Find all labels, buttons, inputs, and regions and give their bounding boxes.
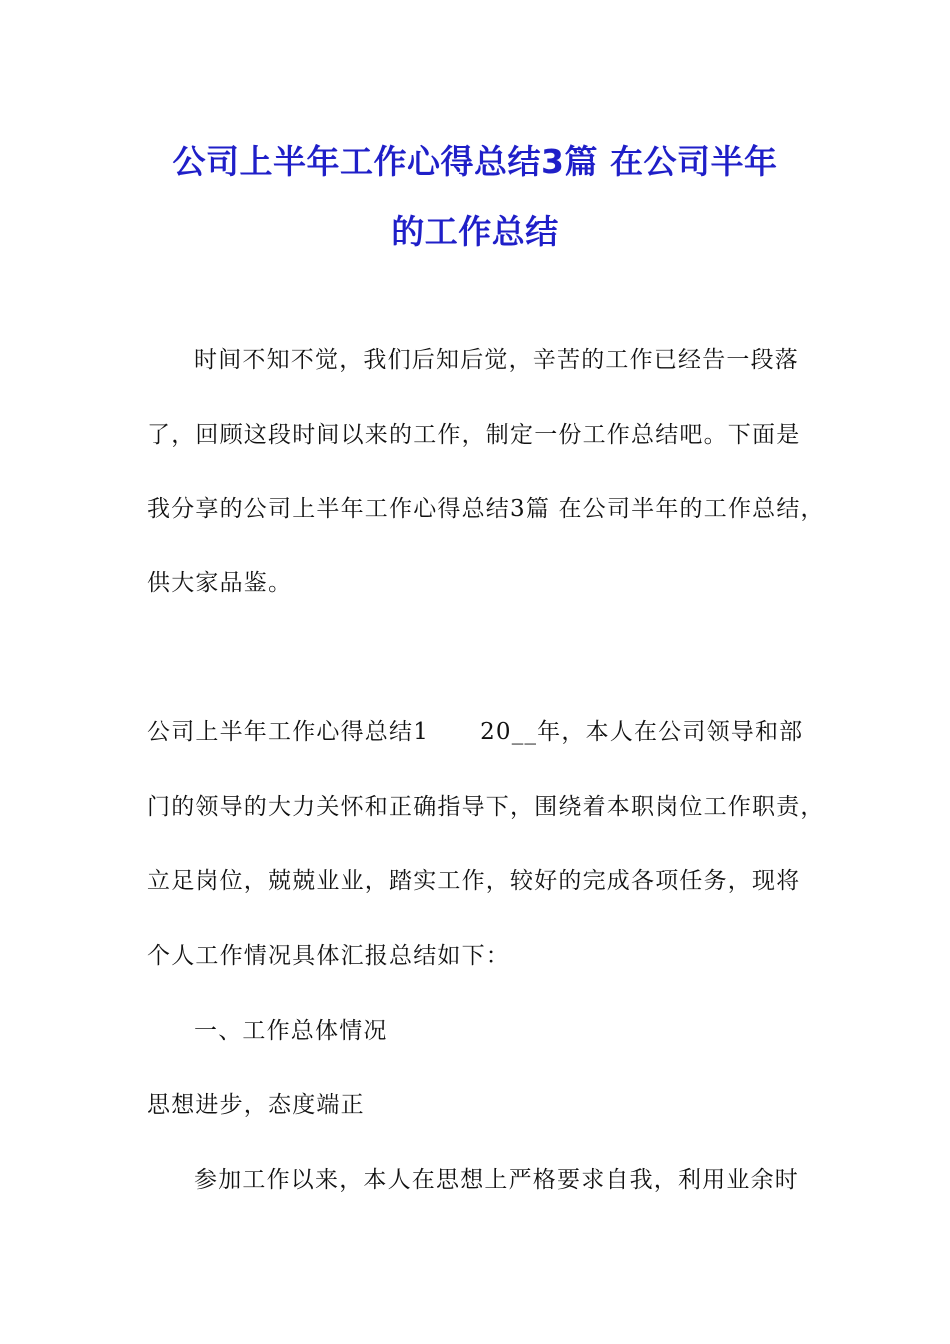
section1-line-2: 门的领导的大力关怀和正确指导下，围绕着本职岗位工作职责，: [147, 794, 825, 820]
intro-line-3: 我分享的公司上半年工作心得总结3篇 在公司半年的工作总结，: [147, 496, 825, 522]
section1-line-3: 立足岗位，兢兢业业，踏实工作，较好的完成各项任务，现将: [147, 868, 801, 894]
section1-line-4: 个人工作情况具体汇报总结如下：: [147, 943, 510, 969]
document-title-line-2: 的工作总结: [391, 212, 559, 251]
document-title-line-1: 公司上半年工作心得总结3篇 在公司半年: [172, 142, 778, 181]
section1-line-1: 公司上半年工作心得总结1 20__年，本人在公司领导和部: [147, 719, 804, 745]
intro-line-2: 了，回顾这段时间以来的工作，制定一份工作总结吧。下面是: [147, 422, 801, 448]
paragraph-line: 参加工作以来，本人在思想上严格要求自我，利用业余时: [194, 1167, 799, 1193]
intro-line-1: 时间不知不觉，我们后知后觉，辛苦的工作已经告一段落: [194, 347, 799, 373]
intro-line-4: 供大家品鉴。: [147, 570, 293, 596]
subheading-1: 思想进步，态度端正: [147, 1092, 365, 1118]
section-heading-1: 一、工作总体情况: [194, 1018, 388, 1044]
